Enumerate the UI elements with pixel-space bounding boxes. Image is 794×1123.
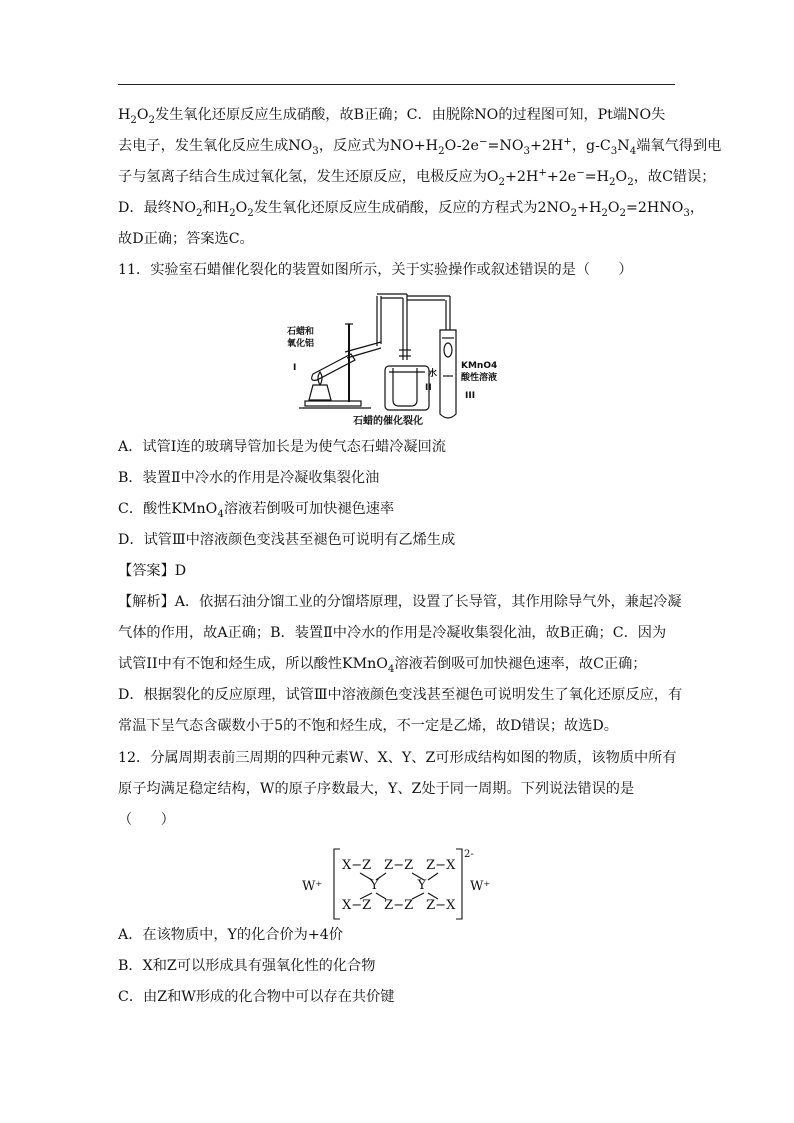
intro-line-3: 子与氢离子结合生成过氧化氢，发生还原反应，电极反应为$O_2+2H^++2e^-=H_2O_2$，故C错误； xyxy=(118,167,716,188)
bracket-left xyxy=(334,849,340,919)
q12-stem-1: 12．分属周期表前三周期的四种元素W、X、Y、Z可形成结构如图的物质，该物质中所有 xyxy=(118,750,677,766)
q11-stem: 11．实验室石蜡催化裂化的装置如图所示，关于实验操作或叙述错误的是（ ） xyxy=(118,262,633,278)
fig-label-I: I xyxy=(293,363,297,373)
q11-option-c: C．酸性KMnO$_4$溶液若倒吸可加快褪色速率 xyxy=(118,501,395,520)
header-rule xyxy=(118,84,675,85)
fig-label-III: III xyxy=(465,391,476,401)
q12-stem-3: （ ） xyxy=(118,812,175,828)
fig-label-kmno4-2: 酸性溶液 xyxy=(461,373,498,383)
intro-line-4: D．最终$NO_2$和$H_2O_2$发生氧化还原反应生成硝酸，反应的方程式为$2NO_2+H_2O_2=2HNO_3$， xyxy=(118,200,705,219)
cation-right: W⁺ xyxy=(470,879,491,894)
q11-option-a: A．试管Ⅰ连的玻璃导管加长是为使气态石蜡冷凝回流 xyxy=(118,439,446,455)
q12-option-a: A．在该物质中，Y的化合价为+4价 xyxy=(118,927,343,943)
water-jar-II xyxy=(385,366,429,410)
q11-analysis-3: 试管II中有不饱和烃生成，所以酸性KMnO$_4$溶液若倒吸可加快褪色速率，故C正确； xyxy=(118,656,647,675)
fig-label-paraffin-1: 石蜡和 xyxy=(287,327,315,337)
q11-analysis-5: 常温下呈气态含碳数小于5的不饱和烃生成，不一定是乙烯，故D错误；故选D。 xyxy=(118,718,618,734)
q12-option-b: B．X和Z可以形成具有强氧化性的化合物 xyxy=(118,958,376,974)
structure-formula xyxy=(300,843,496,923)
fig-label-paraffin-2: 氧化铝 xyxy=(287,339,315,349)
fig-label-water: 水 xyxy=(428,369,438,379)
q11-option-b: B．装置Ⅱ中冷水的作用是冷凝收集裂化油 xyxy=(118,470,380,486)
apparatus-figure xyxy=(285,290,501,428)
fig-label-II: II xyxy=(425,383,432,393)
bracket-right xyxy=(456,849,462,919)
structure-mid-row: Y Y xyxy=(370,878,427,893)
collection-tube xyxy=(393,368,417,406)
intro-line-1: $H_2O_2$发生氧化还原反应生成硝酸，故B正确；C．由脱除NO的过程图可知，Pt端NO失 xyxy=(118,107,666,126)
intro-line-5: 故D正确；答案选C。 xyxy=(118,231,254,247)
stand-base xyxy=(305,401,361,406)
q11-analysis-2: 气体的作用，故A正确；B．装置Ⅱ中冷水的作用是冷凝收集裂化油，故B正确；C．因为 xyxy=(118,625,667,641)
cation-left: W⁺ xyxy=(302,879,323,894)
alcohol-burner xyxy=(309,385,331,400)
structure-bottom-row: X−Z Z−Z Z−X xyxy=(342,898,456,913)
structure-top-row: X−Z Z−Z Z−X xyxy=(342,858,456,873)
q11-option-d: D．试管Ⅲ中溶液颜色变浅甚至褪色可说明有乙烯生成 xyxy=(118,532,456,548)
intro-line-2: 去电子，发生氧化反应生成$NO_3$，反应式为$NO+H_2O-2e^-=NO_3+2H^+$，$g-C_3N_4$端氧气得到电 xyxy=(118,136,722,157)
q12-stem-2: 原子均满足稳定结构，W的原子序数最大，Y、Z处于同一周期。下列说法错误的是 xyxy=(118,781,635,797)
fig-caption: 石蜡的催化裂化 xyxy=(353,416,423,427)
fig-label-kmno4-1: KMnO4 xyxy=(461,361,498,371)
anion-charge: 2- xyxy=(464,849,474,860)
q12-option-c: C．由Z和W形成的化合物中可以存在共价键 xyxy=(118,989,395,1005)
q11-answer: 【答案】D xyxy=(118,563,187,579)
q11-analysis-4: D．根据裂化的反应原理，试管Ⅲ中溶液颜色变浅甚至褪色可说明发生了氧化还原反应，有 xyxy=(118,687,683,703)
q11-analysis-1: 【解析】A．依据石油分馏工业的分馏塔原理，设置了长导管，其作用除导气外，兼起冷凝 xyxy=(118,594,682,610)
